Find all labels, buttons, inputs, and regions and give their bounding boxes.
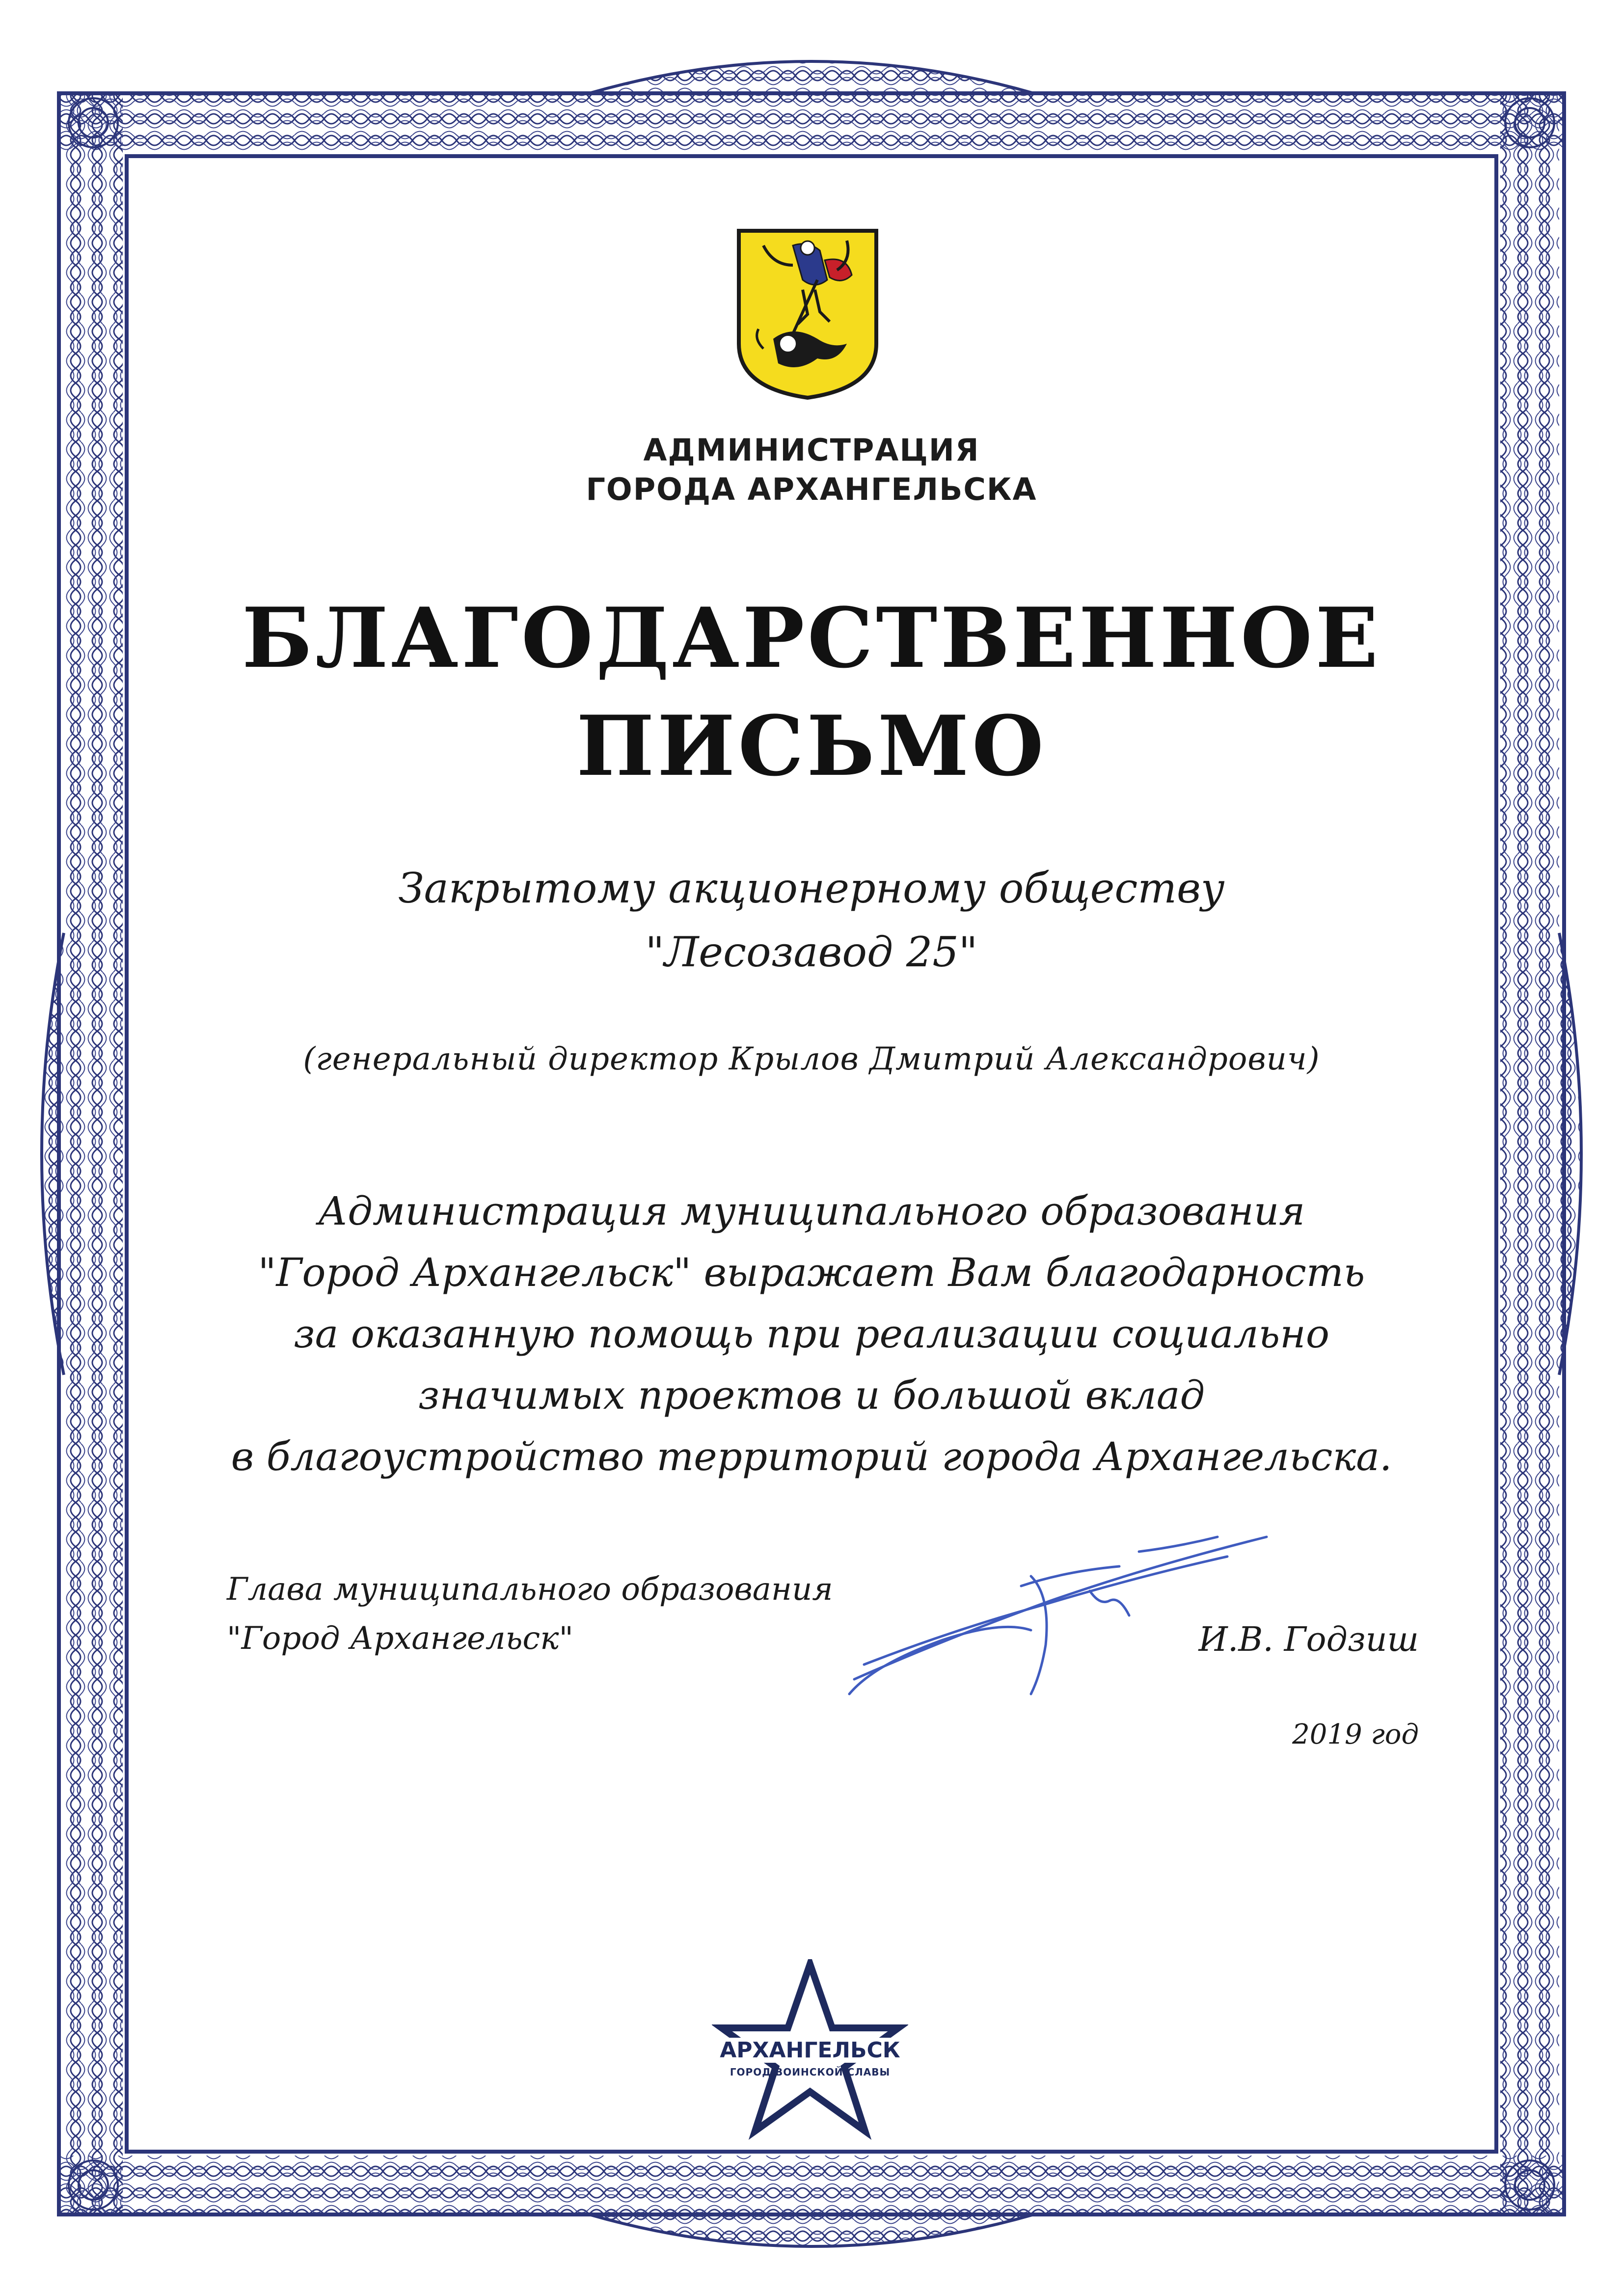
document-year: 2019 год — [1292, 1719, 1419, 1750]
organization-line1: АДМИНИСТРАЦИЯ — [643, 432, 980, 468]
handwritten-signature — [844, 1517, 1286, 1714]
signatory-name: И.В. Годзиш — [1198, 1620, 1419, 1659]
recipient-director: (генеральный директор Крылов Дмитрий Александрович) — [303, 1041, 1320, 1077]
document-title-line1: БЛАГОДАРСТВЕННОЕ — [242, 589, 1381, 686]
body-line: "Город Архангельск" выражает Вам благодарность — [258, 1250, 1365, 1295]
coat-of-arms-icon — [734, 226, 881, 403]
recipient-line2: "Лесозавод 25" — [645, 928, 978, 976]
recipient-line1: Закрытому акционерному обществу — [398, 864, 1225, 912]
body-line: за оказанную помощь при реализации социально — [294, 1311, 1329, 1357]
body-line: значимых проектов и большой вклад — [418, 1372, 1205, 1418]
document-title-line2: ПИСЬМО — [576, 697, 1047, 794]
body-line: Администрация муниципального образования — [318, 1188, 1305, 1234]
body-line: в благоустройство территорий города Архангельска. — [231, 1434, 1392, 1479]
signatory-position-line1: Глава муниципального образования — [227, 1571, 833, 1608]
emblem-city: АРХАНГЕЛЬСК — [687, 2038, 933, 2063]
emblem-subtitle: ГОРОД ВОИНСКОЙ СЛАВЫ — [730, 2066, 891, 2078]
signatory-position-line2: "Город Архангельск" — [227, 1620, 573, 1657]
organization-line2: ГОРОДА АРХАНГЕЛЬСКА — [586, 471, 1037, 507]
